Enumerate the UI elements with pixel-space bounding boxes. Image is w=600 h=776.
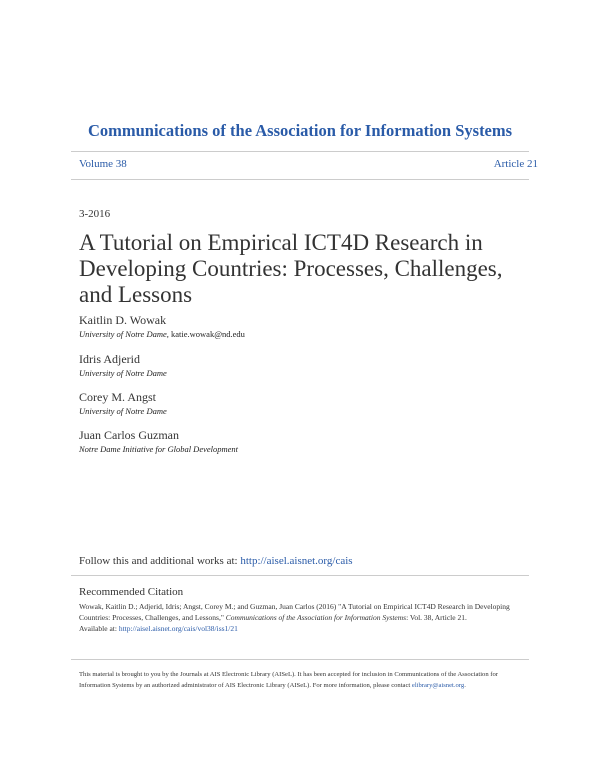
volume-link[interactable]: Volume 38 bbox=[79, 158, 127, 170]
contact-email-link[interactable]: elibrary@aisnet.org bbox=[411, 682, 465, 689]
article-link[interactable]: Article 21 bbox=[493, 158, 538, 170]
author-block bbox=[79, 313, 245, 340]
author-name: Corey M. Angst bbox=[79, 390, 157, 404]
journal-title[interactable]: Communications of the Association for Information Systems bbox=[87, 121, 513, 140]
author-affiliation: Notre Dame Initiative for Global Development bbox=[79, 444, 239, 454]
divider-follow bbox=[71, 575, 529, 576]
author-block bbox=[79, 428, 238, 455]
divider-notice bbox=[71, 659, 529, 660]
follow-line: Follow this and additional works at: http://aisel.aisnet.org/cais bbox=[79, 555, 353, 567]
author-block bbox=[79, 390, 167, 417]
recommended-citation: Wowak, Kaitlin D.; Adjerid, Idris; Angst, Corey M.; and Guzman, Juan Carlos (2016) "A Tutorial on Empirical ICT4D Research in Developing Countries: Processes, Challenges, and Lessons," Communications of the Association for Information Systems: Vol. 38, Article 21. Available at: http://aisel.aisnet.org/cais/vol38/iss1/21 bbox=[79, 602, 510, 633]
author-email[interactable]: katie.wowak@nd.edu bbox=[171, 329, 245, 339]
divider-top bbox=[71, 151, 529, 152]
author-block bbox=[79, 352, 167, 379]
divider-header bbox=[71, 179, 529, 180]
paper-title: A Tutorial on Empirical ICT4D Research in Developing Countries: Processes, Challenges, and Lessons bbox=[79, 230, 503, 307]
author-name: Kaitlin D. Wowak bbox=[79, 313, 167, 327]
author-name: Juan Carlos Guzman bbox=[79, 428, 179, 442]
recommended-citation-heading: Recommended Citation bbox=[79, 586, 184, 598]
author-affiliation: University of Notre Dame bbox=[79, 406, 167, 416]
author-affiliation: University of Notre Dame bbox=[79, 368, 167, 378]
author-name: Idris Adjerid bbox=[79, 352, 140, 366]
library-notice: This material is brought to you by the Journals at AIS Electronic Library (AISeL). It has been accepted for inclusion in Communications of the Association for Information Systems by an authorized administrator of AIS Electronic Library (AISeL). For more information, please contact elibrary@aisnet.org. bbox=[79, 671, 498, 689]
citation-link[interactable]: http://aisel.aisnet.org/cais/vol38/iss1/21 bbox=[118, 624, 238, 633]
follow-link[interactable]: http://aisel.aisnet.org/cais bbox=[240, 555, 353, 567]
author-affiliation: University of Notre Dame, katie.wowak@nd.edu bbox=[79, 329, 245, 339]
publication-date: 3-2016 bbox=[79, 208, 111, 220]
